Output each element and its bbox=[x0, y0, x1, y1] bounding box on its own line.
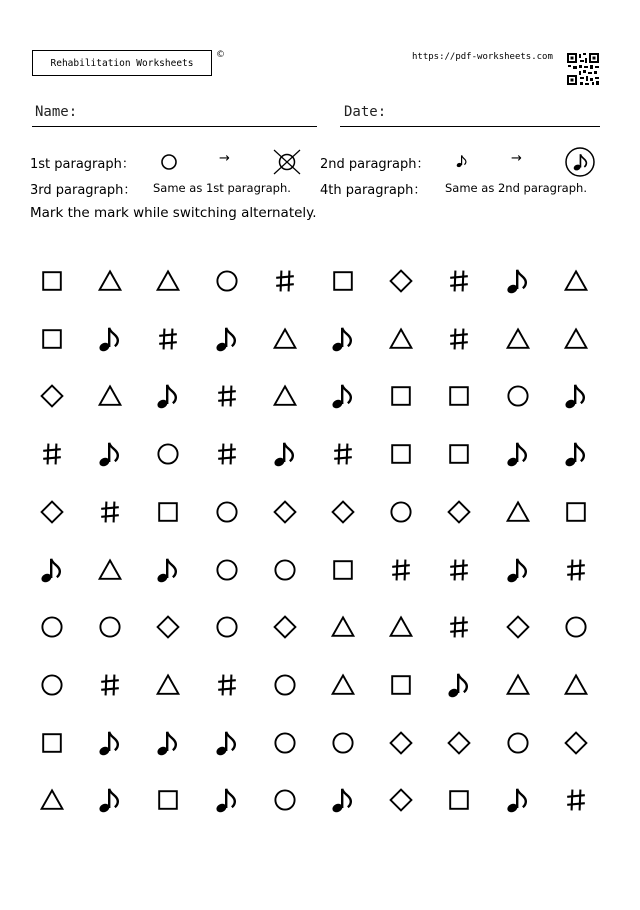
square-icon bbox=[323, 550, 363, 590]
diamond-icon bbox=[439, 492, 479, 532]
circle-icon bbox=[148, 434, 188, 474]
sharp-icon bbox=[32, 434, 72, 474]
p2-label: 2nd paragraph： bbox=[320, 157, 430, 172]
sharp-icon bbox=[90, 665, 130, 705]
note-icon bbox=[148, 550, 188, 590]
sharp-icon bbox=[439, 607, 479, 647]
sharp-icon bbox=[90, 492, 130, 532]
note-icon bbox=[207, 319, 247, 359]
triangle-icon bbox=[381, 607, 421, 647]
circle-icon bbox=[498, 723, 538, 763]
triangle-icon bbox=[90, 550, 130, 590]
note-icon bbox=[556, 376, 596, 416]
sharp-icon bbox=[265, 261, 305, 301]
triangle-icon bbox=[265, 319, 305, 359]
qr-code-icon bbox=[566, 52, 600, 86]
worksheet-title: Rehabilitation Worksheets bbox=[32, 50, 212, 76]
triangle-icon bbox=[90, 261, 130, 301]
p4-text: Same as 2nd paragraph. bbox=[445, 181, 587, 195]
sharp-icon bbox=[381, 550, 421, 590]
note-icon bbox=[148, 376, 188, 416]
note-icon bbox=[207, 723, 247, 763]
triangle-icon bbox=[32, 780, 72, 820]
sharp-icon bbox=[556, 780, 596, 820]
square-icon bbox=[439, 780, 479, 820]
sharp-icon bbox=[207, 376, 247, 416]
diamond-icon bbox=[381, 261, 421, 301]
diamond-icon bbox=[32, 492, 72, 532]
triangle-icon bbox=[323, 665, 363, 705]
sharp-icon bbox=[439, 261, 479, 301]
diamond-icon bbox=[323, 492, 363, 532]
note-icon bbox=[498, 434, 538, 474]
circle-icon bbox=[207, 607, 247, 647]
note-icon bbox=[323, 319, 363, 359]
name-field[interactable] bbox=[32, 126, 317, 127]
diamond-icon bbox=[381, 723, 421, 763]
circle-icon bbox=[32, 607, 72, 647]
diamond-icon bbox=[265, 492, 305, 532]
triangle-icon bbox=[381, 319, 421, 359]
square-icon bbox=[148, 780, 188, 820]
note-icon bbox=[148, 723, 188, 763]
square-icon bbox=[32, 261, 72, 301]
circle-icon bbox=[160, 153, 178, 171]
diamond-icon bbox=[32, 376, 72, 416]
circle-icon bbox=[556, 607, 596, 647]
circle-icon bbox=[265, 665, 305, 705]
note-icon bbox=[265, 434, 305, 474]
arrow-2: → bbox=[511, 151, 522, 166]
square-icon bbox=[381, 434, 421, 474]
circle-icon bbox=[207, 550, 247, 590]
square-icon bbox=[439, 434, 479, 474]
p3-label: 3rd paragraph： bbox=[30, 183, 137, 198]
circle-icon bbox=[32, 665, 72, 705]
p3-text: Same as 1st paragraph. bbox=[153, 181, 291, 195]
square-icon bbox=[556, 492, 596, 532]
date-label: Date: bbox=[344, 104, 387, 120]
sharp-icon bbox=[148, 319, 188, 359]
note-icon bbox=[454, 150, 470, 172]
sharp-icon bbox=[207, 665, 247, 705]
triangle-icon bbox=[556, 261, 596, 301]
circle-icon bbox=[265, 723, 305, 763]
diamond-icon bbox=[439, 723, 479, 763]
note-icon bbox=[498, 550, 538, 590]
triangle-icon bbox=[556, 319, 596, 359]
circled-note-icon bbox=[564, 146, 596, 178]
note-icon bbox=[556, 434, 596, 474]
circle-icon bbox=[323, 723, 363, 763]
diamond-icon bbox=[381, 780, 421, 820]
triangle-icon bbox=[498, 665, 538, 705]
square-icon bbox=[381, 665, 421, 705]
note-icon bbox=[90, 434, 130, 474]
triangle-icon bbox=[148, 261, 188, 301]
triangle-icon bbox=[498, 492, 538, 532]
triangle-icon bbox=[498, 319, 538, 359]
crossed-circle-icon bbox=[272, 148, 302, 176]
note-icon bbox=[323, 780, 363, 820]
square-icon bbox=[148, 492, 188, 532]
triangle-icon bbox=[265, 376, 305, 416]
note-icon bbox=[90, 319, 130, 359]
arrow-1: → bbox=[219, 151, 230, 166]
site-url[interactable]: https://pdf-worksheets.com bbox=[412, 52, 553, 62]
sharp-icon bbox=[207, 434, 247, 474]
note-icon bbox=[207, 780, 247, 820]
circle-icon bbox=[265, 780, 305, 820]
square-icon bbox=[323, 261, 363, 301]
note-icon bbox=[90, 780, 130, 820]
diamond-icon bbox=[265, 607, 305, 647]
triangle-icon bbox=[323, 607, 363, 647]
p1-label: 1st paragraph： bbox=[30, 157, 135, 172]
square-icon bbox=[439, 376, 479, 416]
triangle-icon bbox=[90, 376, 130, 416]
circle-icon bbox=[265, 550, 305, 590]
diamond-icon bbox=[556, 723, 596, 763]
note-icon bbox=[439, 665, 479, 705]
name-label: Name: bbox=[35, 104, 78, 120]
note-icon bbox=[498, 261, 538, 301]
circle-icon bbox=[498, 376, 538, 416]
copyright-mark: © bbox=[216, 50, 225, 60]
p4-label: 4th paragraph： bbox=[320, 183, 427, 198]
square-icon bbox=[381, 376, 421, 416]
square-icon bbox=[32, 723, 72, 763]
note-icon bbox=[498, 780, 538, 820]
circle-icon bbox=[90, 607, 130, 647]
note-icon bbox=[90, 723, 130, 763]
diamond-icon bbox=[148, 607, 188, 647]
note-icon bbox=[32, 550, 72, 590]
main-instruction: Mark the mark while switching alternately. bbox=[30, 205, 317, 221]
triangle-icon bbox=[556, 665, 596, 705]
square-icon bbox=[32, 319, 72, 359]
note-icon bbox=[323, 376, 363, 416]
sharp-icon bbox=[323, 434, 363, 474]
sharp-icon bbox=[439, 319, 479, 359]
sharp-icon bbox=[556, 550, 596, 590]
symbol-grid bbox=[22, 250, 610, 830]
circle-icon bbox=[207, 261, 247, 301]
circle-icon bbox=[381, 492, 421, 532]
circle-icon bbox=[207, 492, 247, 532]
triangle-icon bbox=[148, 665, 188, 705]
diamond-icon bbox=[498, 607, 538, 647]
date-field[interactable] bbox=[340, 126, 600, 127]
sharp-icon bbox=[439, 550, 479, 590]
